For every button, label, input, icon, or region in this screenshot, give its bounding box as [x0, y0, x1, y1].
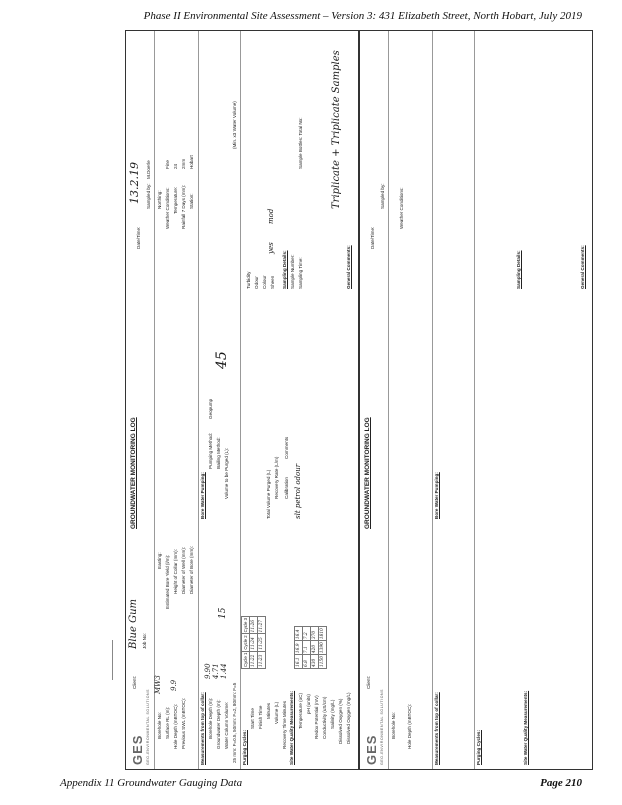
quality-measurements-label: Site Water Quality Measurements: [289, 690, 294, 765]
monitoring-log-filled [125, 30, 359, 770]
client-handwritten: Blue Gum [128, 599, 139, 649]
bore-water-pumping-label: Bore Water Pumping: [200, 472, 205, 519]
odour-label: Odour [254, 276, 259, 289]
total-volume-label: Total Volume Purged (L) [266, 469, 271, 519]
table-row [319, 627, 327, 669]
surface-rl-label: Surface RL (m): [165, 706, 170, 739]
station-value: Hobart [189, 155, 194, 169]
table-row [303, 627, 311, 669]
ph-2: 7.1 [303, 641, 311, 655]
groundwater-depth-handwritten: 4.71 [212, 663, 220, 679]
redox-2: 420 [311, 641, 319, 655]
borehole-handwritten: MW3 [154, 675, 162, 694]
station-label: Station: [189, 193, 194, 209]
purging-cycles-label: Purging Cycles: [242, 730, 247, 765]
hole-depth-label: Hole Depth (mBTOC): [407, 703, 412, 749]
start-time-3: 11:26 [250, 617, 258, 634]
form-title: GROUNDWATER MONITORING LOG [130, 417, 137, 529]
start-time-2: 11:24 [250, 634, 258, 651]
groundwater-depth-label: Groundwater Depth (m): [216, 699, 221, 749]
rainfall-value: 2mm [181, 158, 186, 169]
temp-2: 16.9 [295, 641, 303, 655]
finish-time-2: 11:25 [258, 634, 266, 651]
sample-bottles-label: Sample Bottles: Total No: [298, 117, 303, 169]
general-comments-handwritten: Triplicate + Triplicate Samples [331, 50, 342, 209]
margin-mark [112, 640, 113, 680]
previous-swl-label: Previous SWL (mBTOC): [181, 697, 186, 749]
cycle2-header: Cycle 2 [243, 635, 248, 650]
date-time-label: Date/Time: [136, 226, 141, 249]
redox-1: 430 [311, 655, 319, 669]
finish-time-label: Finish Time [258, 705, 263, 729]
sampled-by-label: Sampled by: [146, 183, 151, 209]
weather-label: Weather Conditions: [165, 187, 170, 229]
dissolved-oxygen-pct-label: Dissolved Oxygen (%) [338, 698, 343, 744]
sheen-label: Sheen [270, 275, 275, 289]
purge-volume-handwritten: 45 [214, 351, 230, 369]
date-handwritten: 13.2.19 [128, 162, 141, 204]
company-logo-subtitle: GEO-ENVIRONMENTAL SOLUTIONS [146, 688, 150, 765]
quality-measurements-label: Site Water Quality Measurements: [523, 690, 528, 765]
divider [198, 31, 199, 769]
diam-well-label: Diameter of Well (mm): [181, 546, 186, 594]
weather-label: Weather Conditions: [399, 187, 404, 229]
sampling-time-label: Sampling Time: [298, 257, 303, 289]
sheen2-handwritten: mod [267, 208, 275, 224]
borehole-no-label: Borehole No: [157, 712, 162, 739]
pumping-method-value: Geopump [208, 398, 213, 419]
rotated-scan-area [125, 30, 593, 770]
height-casing-label: Height of Collar (mm): [173, 549, 178, 594]
purging-cycles-table [241, 616, 266, 669]
comment-handwritten: slt petrol odour [294, 463, 302, 519]
colour-label: Colour [262, 275, 267, 289]
temperature-value: 24 [173, 163, 178, 169]
ph-3: 7.2 [303, 627, 311, 641]
start-time-1: 11:22 [250, 651, 258, 668]
measurements-label: Measurements from top of collar: [434, 692, 439, 765]
table-row [311, 627, 319, 669]
comments-label: Comments [284, 436, 289, 459]
cycle3-header: Cycle 3 [243, 618, 248, 633]
temperature-c-label: Temperature (oC) [298, 693, 303, 729]
footer-page-number: Page 210 [540, 777, 582, 789]
divider [474, 31, 475, 769]
sampled-by-label: Sampled by: [380, 183, 385, 209]
general-comments-label: General Comments: [580, 245, 585, 289]
page-footer [60, 777, 582, 789]
borehole-depth-handwritten: 9.90 [204, 663, 212, 679]
start-time-label: Start Time [250, 708, 255, 729]
formula-label: 25 mm: F=0.5, 50mm: F=2, 80mm: F=5 [232, 682, 237, 763]
cycle1-header: Cycle 1 [243, 652, 248, 667]
salinity-label: Salinity (mg/L) [330, 699, 335, 729]
hole-depth-label: Hole Depth (mBTOC): [173, 703, 178, 749]
rainfall-label: Rainfall 7 Days (mm): [181, 184, 186, 229]
measurements-label: Measurements from top of collar: [200, 692, 205, 765]
temperature-label: Temperature: [173, 186, 178, 214]
borehole-depth-label: Borehole Depth (m): [208, 697, 213, 739]
recovery-rate-label: Recovery Rate (L/m) [274, 456, 279, 499]
company-logo: GES [130, 734, 145, 765]
finish-time-1: 11:23 [258, 651, 266, 668]
borehole-no-label: Borehole No: [391, 712, 396, 739]
northing-label: Northing: [157, 190, 162, 209]
dissolved-oxygen-mgl-label: Dissolved Oxygen (mg/L) [346, 692, 351, 744]
redox-label: Redox Potential (mV) [314, 695, 319, 739]
sampling-details-label: Sampling Details: [516, 250, 521, 289]
water-column-handwritten: 1.44 [220, 663, 228, 679]
weather-value: Fine [165, 160, 170, 169]
table-row [258, 617, 266, 669]
minutes-label: Minutes [266, 702, 271, 719]
diam-bore-label: Diameter of Bore (mm): [189, 546, 194, 594]
bore-water-pumping-label: Bore Water Pumping: [434, 472, 439, 519]
client-label: Client: [132, 675, 137, 689]
min-volume-label: (Min. x3 Water Volume) [232, 101, 237, 149]
company-logo: GES [364, 734, 379, 765]
table-row [242, 617, 250, 669]
table-row [295, 627, 303, 669]
general-comments-label: General Comments: [346, 245, 351, 289]
volume-to-purge-label: Volume to be Purged (L): [224, 447, 229, 499]
form-title: GROUNDWATER MONITORING LOG [364, 417, 371, 529]
ph-label: pH (units) [306, 694, 311, 714]
client-label: Client: [366, 675, 371, 689]
quality-table [294, 626, 327, 669]
sampled-by-value: M.Doerle [146, 160, 151, 179]
company-logo-subtitle: GEO-ENVIRONMENTAL SOLUTIONS [380, 688, 384, 765]
volume-label: Volume (L) [274, 701, 279, 724]
divider [154, 31, 155, 769]
sheen-handwritten: yes [267, 242, 275, 254]
cond-2: 1390 [320, 642, 325, 654]
page-header: Phase II Environmental Site Assessment – Version 3: 431 Elizabeth Street, North Hobart, July 2019 [143, 10, 582, 22]
temp-3: 16.4 [295, 627, 303, 641]
divider [432, 31, 433, 769]
cond-3: 1810 [320, 628, 325, 640]
recovery-time-label: Recovery Time Minutes [282, 701, 287, 749]
sampling-details-label: Sampling Details: [282, 250, 287, 289]
cond-1: 1150 [320, 656, 325, 667]
temp-1: 16.1 [295, 655, 303, 669]
table-row [250, 617, 258, 669]
water-column-label: Water Column Volume: [224, 701, 229, 749]
bailing-method-label: Bailing Method: [216, 437, 221, 469]
sample-number-label: Sample Number: [290, 254, 295, 289]
job-no-label: Job No: [142, 633, 147, 649]
redox-3: 370 [311, 627, 319, 641]
ph-1: 6.8 [303, 655, 311, 669]
date-time-label: Date/Time: [370, 226, 375, 249]
hole-depth-handwritten: 9.9 [170, 679, 178, 691]
footer-left: Appendix 11 Groundwater Gauging Data [60, 777, 243, 789]
monitoring-log-blank [359, 30, 593, 770]
divider [388, 31, 389, 769]
pumping-method-label: Pumping Method: [208, 432, 213, 469]
easting-label: Easting: [157, 552, 162, 569]
calibration-label: Calibration [284, 477, 289, 499]
purging-cycles-label: Purging Cycles: [476, 730, 481, 765]
finish-time-3: 11:27 [258, 617, 266, 634]
turbidity-label: Turbidity [246, 271, 251, 289]
conductivity-label: Conductivity (uS/cm) [322, 696, 327, 739]
formula-result-handwritten: 15 [218, 607, 228, 619]
est-bore-yield-label: Estimated Bore Yield (l/m): [165, 554, 170, 609]
